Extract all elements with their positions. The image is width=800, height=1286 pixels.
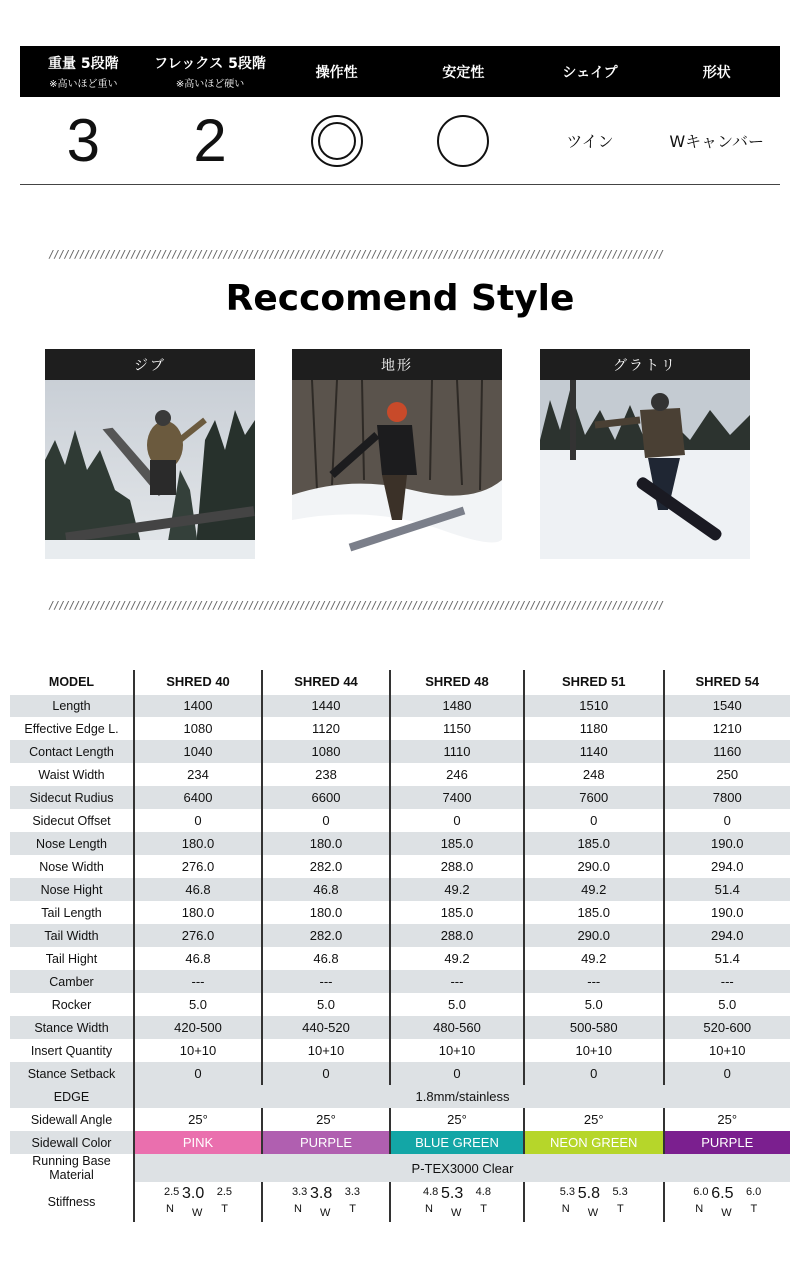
spec-cell: 5.0 — [664, 993, 790, 1016]
header-profile — [653, 46, 780, 97]
spec-cell: 51.4 — [664, 947, 790, 970]
stiffness-nose-letter: N — [561, 1202, 570, 1215]
model-name: SHRED 54 — [664, 670, 790, 694]
spec-row-label: Sidewall Color — [10, 1131, 134, 1154]
spec-cell: 49.2 — [524, 878, 664, 901]
spec-cell: 276.0 — [134, 924, 262, 947]
stiffness-nose-value: 3.3 — [292, 1185, 308, 1198]
spec-cell: 1440 — [262, 694, 390, 717]
spec-cell: 5.0 — [524, 993, 664, 1016]
header-stability — [400, 46, 527, 97]
spec-cell: 0 — [664, 809, 790, 832]
spec-row — [10, 947, 790, 970]
spec-row-base — [10, 1154, 790, 1182]
double-circle-icon — [311, 115, 363, 167]
spec-cell: 180.0 — [134, 901, 262, 924]
circle-icon — [437, 115, 489, 167]
stiffness-waist-letter: W — [192, 1206, 203, 1219]
spec-row-label: Stance Width — [10, 1016, 134, 1039]
spec-cell: 46.8 — [262, 947, 390, 970]
header-shape — [527, 46, 654, 97]
stiffness-nose-value: 5.3 — [559, 1185, 576, 1198]
edge-value: 1.8mm/stainless — [134, 1085, 790, 1108]
spec-cell: 1120 — [262, 717, 390, 740]
spec-cell: 282.0 — [262, 855, 390, 878]
spec-cell: 185.0 — [390, 901, 524, 924]
spec-cell: 0 — [524, 809, 664, 832]
spec-cell: 6600 — [262, 786, 390, 809]
section-title: Reccomend Style — [225, 278, 575, 319]
spec-cell: 180.0 — [262, 901, 390, 924]
spec-row-label: Rocker — [10, 993, 134, 1016]
spec-cell: 238 — [262, 763, 390, 786]
weight-value-cell — [20, 97, 147, 184]
stiffness-nose-letter: N — [166, 1202, 174, 1215]
spec-cell: 49.2 — [524, 947, 664, 970]
stiffness-tail-letter: T — [221, 1202, 228, 1215]
stability-value-cell — [400, 97, 527, 184]
spec-row-label: Tail Width — [10, 924, 134, 947]
slash-divider-bottom: //////////////////////////////////////////////////////////////////////////////////////////////////////////////////////// — [48, 601, 663, 611]
spec-cell: --- — [134, 970, 262, 993]
spec-row — [10, 1062, 790, 1085]
spec-cell: 1540 — [664, 694, 790, 717]
spec-cell: 0 — [262, 1062, 390, 1085]
spec-row-stiffness — [10, 1182, 790, 1222]
stiffness-waist-letter: W — [721, 1206, 732, 1219]
header-flex-label: フレックス 5段階 — [154, 56, 266, 72]
color-swatch: PURPLE — [262, 1131, 390, 1154]
spec-cell: 0 — [390, 1062, 524, 1085]
terrain-ride-photo — [292, 380, 502, 559]
spec-row — [10, 786, 790, 809]
spec-row-sidewall-color — [10, 1131, 790, 1154]
spec-cell: 0 — [524, 1062, 664, 1085]
spec-cell: 294.0 — [664, 855, 790, 878]
spec-cell: 49.2 — [390, 947, 524, 970]
spec-cell: 5.0 — [390, 993, 524, 1016]
base-value: P-TEX3000 Clear — [134, 1154, 790, 1182]
spec-cell: 290.0 — [524, 855, 664, 878]
spec-cell: 0 — [262, 809, 390, 832]
spec-row — [10, 809, 790, 832]
spec-cell: 520-600 — [664, 1016, 790, 1039]
spec-row — [10, 993, 790, 1016]
stiffness-nose-value: 6.0 — [693, 1185, 709, 1198]
spec-row-label: Sidecut Offset — [10, 809, 134, 832]
stiffness-tail-letter: T — [480, 1202, 487, 1215]
stiffness-nose-value: 4.8 — [422, 1185, 439, 1198]
spec-row-label: Camber — [10, 970, 134, 993]
style-card-label: グラトリ — [540, 349, 750, 380]
profile-value-cell — [653, 97, 780, 184]
spec-cell: 10+10 — [390, 1039, 524, 1062]
spec-row — [10, 855, 790, 878]
profile-value: Wキャンバー — [669, 132, 765, 151]
ground-trick-photo — [540, 380, 750, 559]
spec-cell: 7600 — [524, 786, 664, 809]
stiffness-tail-letter: T — [617, 1202, 624, 1215]
spec-row — [10, 1039, 790, 1062]
header-weight — [20, 46, 147, 97]
slash-divider-top: //////////////////////////////////////////////////////////////////////////////////////////////////////////////////////// — [48, 250, 663, 260]
spec-row-label: Stiffness — [10, 1182, 134, 1222]
spec-row — [10, 878, 790, 901]
stiffness-waist-letter: W — [587, 1206, 599, 1219]
spec-row-label: Effective Edge L. — [10, 717, 134, 740]
stiffness-tail-value: 2.5 — [216, 1185, 232, 1198]
stiffness-graphic — [554, 1183, 634, 1219]
spec-row-label: Stance Setback — [10, 1062, 134, 1085]
spec-row-label: Insert Quantity — [10, 1039, 134, 1062]
rail-jump-photo — [45, 380, 255, 559]
spec-cell: 25° — [262, 1108, 390, 1131]
spec-cell: 10+10 — [134, 1039, 262, 1062]
spec-cell: 1180 — [524, 717, 664, 740]
stiffness-tail-value: 3.3 — [344, 1185, 360, 1198]
spec-cell: 1080 — [134, 717, 262, 740]
spec-cell: 1510 — [524, 694, 664, 717]
spec-cell: 185.0 — [524, 832, 664, 855]
spec-cell: 440-520 — [262, 1016, 390, 1039]
spec-cell: 1040 — [134, 740, 262, 763]
spec-row-edge — [10, 1085, 790, 1108]
model-name: SHRED 51 — [524, 670, 664, 694]
stiffness-waist-value: 3.8 — [310, 1184, 333, 1202]
header-shape-label: シェイプ — [562, 64, 618, 81]
spec-row — [10, 740, 790, 763]
spec-cell: 5.0 — [262, 993, 390, 1016]
flex-value-cell — [147, 97, 274, 184]
spec-cell: 25° — [664, 1108, 790, 1131]
spec-cell: 7400 — [390, 786, 524, 809]
spec-cell: 190.0 — [664, 901, 790, 924]
spec-row-label: Nose Hight — [10, 878, 134, 901]
stiffness-nose-letter: N — [424, 1202, 433, 1215]
spec-row-label: Waist Width — [10, 763, 134, 786]
stiffness-tail-value: 5.3 — [612, 1185, 628, 1198]
spec-rows — [10, 694, 790, 1085]
spec-row — [10, 717, 790, 740]
spec-table — [10, 670, 790, 1222]
spec-row — [10, 763, 790, 786]
stiffness-tail-letter: T — [349, 1202, 356, 1215]
color-swatch: PURPLE — [664, 1131, 790, 1154]
stiffness-cell — [390, 1182, 524, 1222]
spec-cell: 46.8 — [134, 878, 262, 901]
spec-cell: 185.0 — [524, 901, 664, 924]
spec-cell: 1080 — [262, 740, 390, 763]
spec-row — [10, 832, 790, 855]
stiffness-graphic — [687, 1183, 767, 1219]
spec-cell: 0 — [134, 1062, 262, 1085]
model-header: MODEL — [10, 670, 134, 694]
spec-row-label: Length — [10, 694, 134, 717]
spec-row — [10, 924, 790, 947]
model-name: SHRED 44 — [262, 670, 390, 694]
spec-cell: 10+10 — [262, 1039, 390, 1062]
spec-cell: 49.2 — [390, 878, 524, 901]
stiffness-nose-letter: N — [294, 1202, 302, 1215]
spec-cell: 1210 — [664, 717, 790, 740]
stiffness-cell — [524, 1182, 664, 1222]
stiffness-waist-value: 3.0 — [182, 1184, 205, 1202]
spec-cell: 10+10 — [664, 1039, 790, 1062]
spec-cell: 25° — [390, 1108, 524, 1131]
header-weight-note: ※高いほど重い — [49, 79, 118, 90]
weight-value: 3 — [66, 107, 101, 174]
flex-value: 2 — [193, 107, 227, 174]
spec-cell: 0 — [390, 809, 524, 832]
spec-row-label: Sidecut Rudius — [10, 786, 134, 809]
stiffness-nose-value: 2.5 — [164, 1185, 180, 1198]
spec-cell: 1150 — [390, 717, 524, 740]
stiffness-tail-value: 4.8 — [475, 1185, 491, 1198]
control-value-cell — [273, 97, 400, 184]
spec-cell: 246 — [390, 763, 524, 786]
header-stability-label: 安定性 — [442, 64, 485, 81]
stiffness-waist-value: 5.8 — [577, 1184, 600, 1202]
color-swatch: NEON GREEN — [524, 1131, 664, 1154]
spec-row-label: Sidewall Angle — [10, 1108, 134, 1131]
style-card-terrain — [292, 349, 502, 559]
spec-cell: 10+10 — [524, 1039, 664, 1062]
spec-cell: 420-500 — [134, 1016, 262, 1039]
spec-cell: 288.0 — [390, 855, 524, 878]
spec-cell: 1480 — [390, 694, 524, 717]
spec-cell: 480-560 — [390, 1016, 524, 1039]
spec-row — [10, 970, 790, 993]
spec-cell: 0 — [664, 1062, 790, 1085]
spec-cell: 1400 — [134, 694, 262, 717]
spec-row — [10, 1016, 790, 1039]
rating-header-row — [20, 46, 780, 97]
header-control-label: 操作性 — [315, 64, 358, 81]
stiffness-nose-letter: N — [695, 1202, 704, 1215]
spec-cell: 0 — [134, 809, 262, 832]
spec-row-label: Running Base Material — [10, 1154, 134, 1182]
stiffness-waist-letter: W — [320, 1206, 331, 1219]
spec-cell: 1110 — [390, 740, 524, 763]
color-swatch: BLUE GREEN — [390, 1131, 524, 1154]
style-card-ground-trick — [540, 349, 750, 559]
rating-value-row — [20, 97, 780, 185]
model-name: SHRED 40 — [134, 670, 262, 694]
header-weight-label: 重量 5段階 — [48, 56, 119, 72]
spec-cell: --- — [664, 970, 790, 993]
header-flex-note: ※高いほど硬い — [175, 79, 245, 90]
stiffness-cell — [664, 1182, 790, 1222]
shape-value-cell — [527, 97, 654, 184]
header-control — [273, 46, 400, 97]
spec-cell: 276.0 — [134, 855, 262, 878]
stiffness-tail-letter: T — [750, 1202, 758, 1215]
style-card-label: 地形 — [292, 349, 502, 380]
spec-row-label: Tail Hight — [10, 947, 134, 970]
header-flex — [147, 46, 274, 97]
spec-cell: 290.0 — [524, 924, 664, 947]
spec-cell: --- — [390, 970, 524, 993]
spec-cell: 6400 — [134, 786, 262, 809]
shape-value: ツイン — [566, 132, 614, 151]
spec-cell: 180.0 — [134, 832, 262, 855]
spec-row-label: Contact Length — [10, 740, 134, 763]
spec-row — [10, 694, 790, 717]
spec-cell: 7800 — [664, 786, 790, 809]
spec-cell: 250 — [664, 763, 790, 786]
spec-row — [10, 901, 790, 924]
spec-cell: 1140 — [524, 740, 664, 763]
style-card-jib — [45, 349, 255, 559]
spec-cell: 51.4 — [664, 878, 790, 901]
spec-cell: 25° — [134, 1108, 262, 1131]
spec-row-sidewall-angle — [10, 1108, 790, 1131]
stiffness-waist-value: 5.3 — [440, 1184, 464, 1202]
spec-header-row — [10, 670, 790, 694]
spec-row-label: Tail Length — [10, 901, 134, 924]
spec-cell: 185.0 — [390, 832, 524, 855]
spec-row-label: Nose Length — [10, 832, 134, 855]
spec-cell: 5.0 — [134, 993, 262, 1016]
color-swatch: PINK — [134, 1131, 262, 1154]
spec-cell: 190.0 — [664, 832, 790, 855]
stiffness-graphic — [417, 1183, 497, 1219]
model-name: SHRED 48 — [390, 670, 524, 694]
header-profile-label: 形状 — [702, 64, 731, 81]
spec-cell: 248 — [524, 763, 664, 786]
spec-cell: --- — [262, 970, 390, 993]
spec-cell: 25° — [524, 1108, 664, 1131]
stiffness-waist-letter: W — [450, 1206, 462, 1219]
spec-cell: 46.8 — [134, 947, 262, 970]
spec-cell: 1160 — [664, 740, 790, 763]
spec-cell: 500-580 — [524, 1016, 664, 1039]
spec-cell: 180.0 — [262, 832, 390, 855]
spec-cell: --- — [524, 970, 664, 993]
spec-cell: 234 — [134, 763, 262, 786]
spec-row-label: Nose Width — [10, 855, 134, 878]
stiffness-graphic — [286, 1183, 366, 1219]
spec-row-label: EDGE — [10, 1085, 134, 1108]
stiffness-waist-value: 6.5 — [711, 1184, 734, 1202]
stiffness-cell — [134, 1182, 262, 1222]
spec-cell: 288.0 — [390, 924, 524, 947]
stiffness-cell — [262, 1182, 390, 1222]
spec-cell: 282.0 — [262, 924, 390, 947]
style-card-label: ジブ — [45, 349, 255, 380]
stiffness-graphic — [158, 1183, 238, 1219]
rating-table — [20, 46, 780, 185]
spec-cell: 46.8 — [262, 878, 390, 901]
stiffness-tail-value: 6.0 — [745, 1185, 762, 1198]
spec-cell: 294.0 — [664, 924, 790, 947]
